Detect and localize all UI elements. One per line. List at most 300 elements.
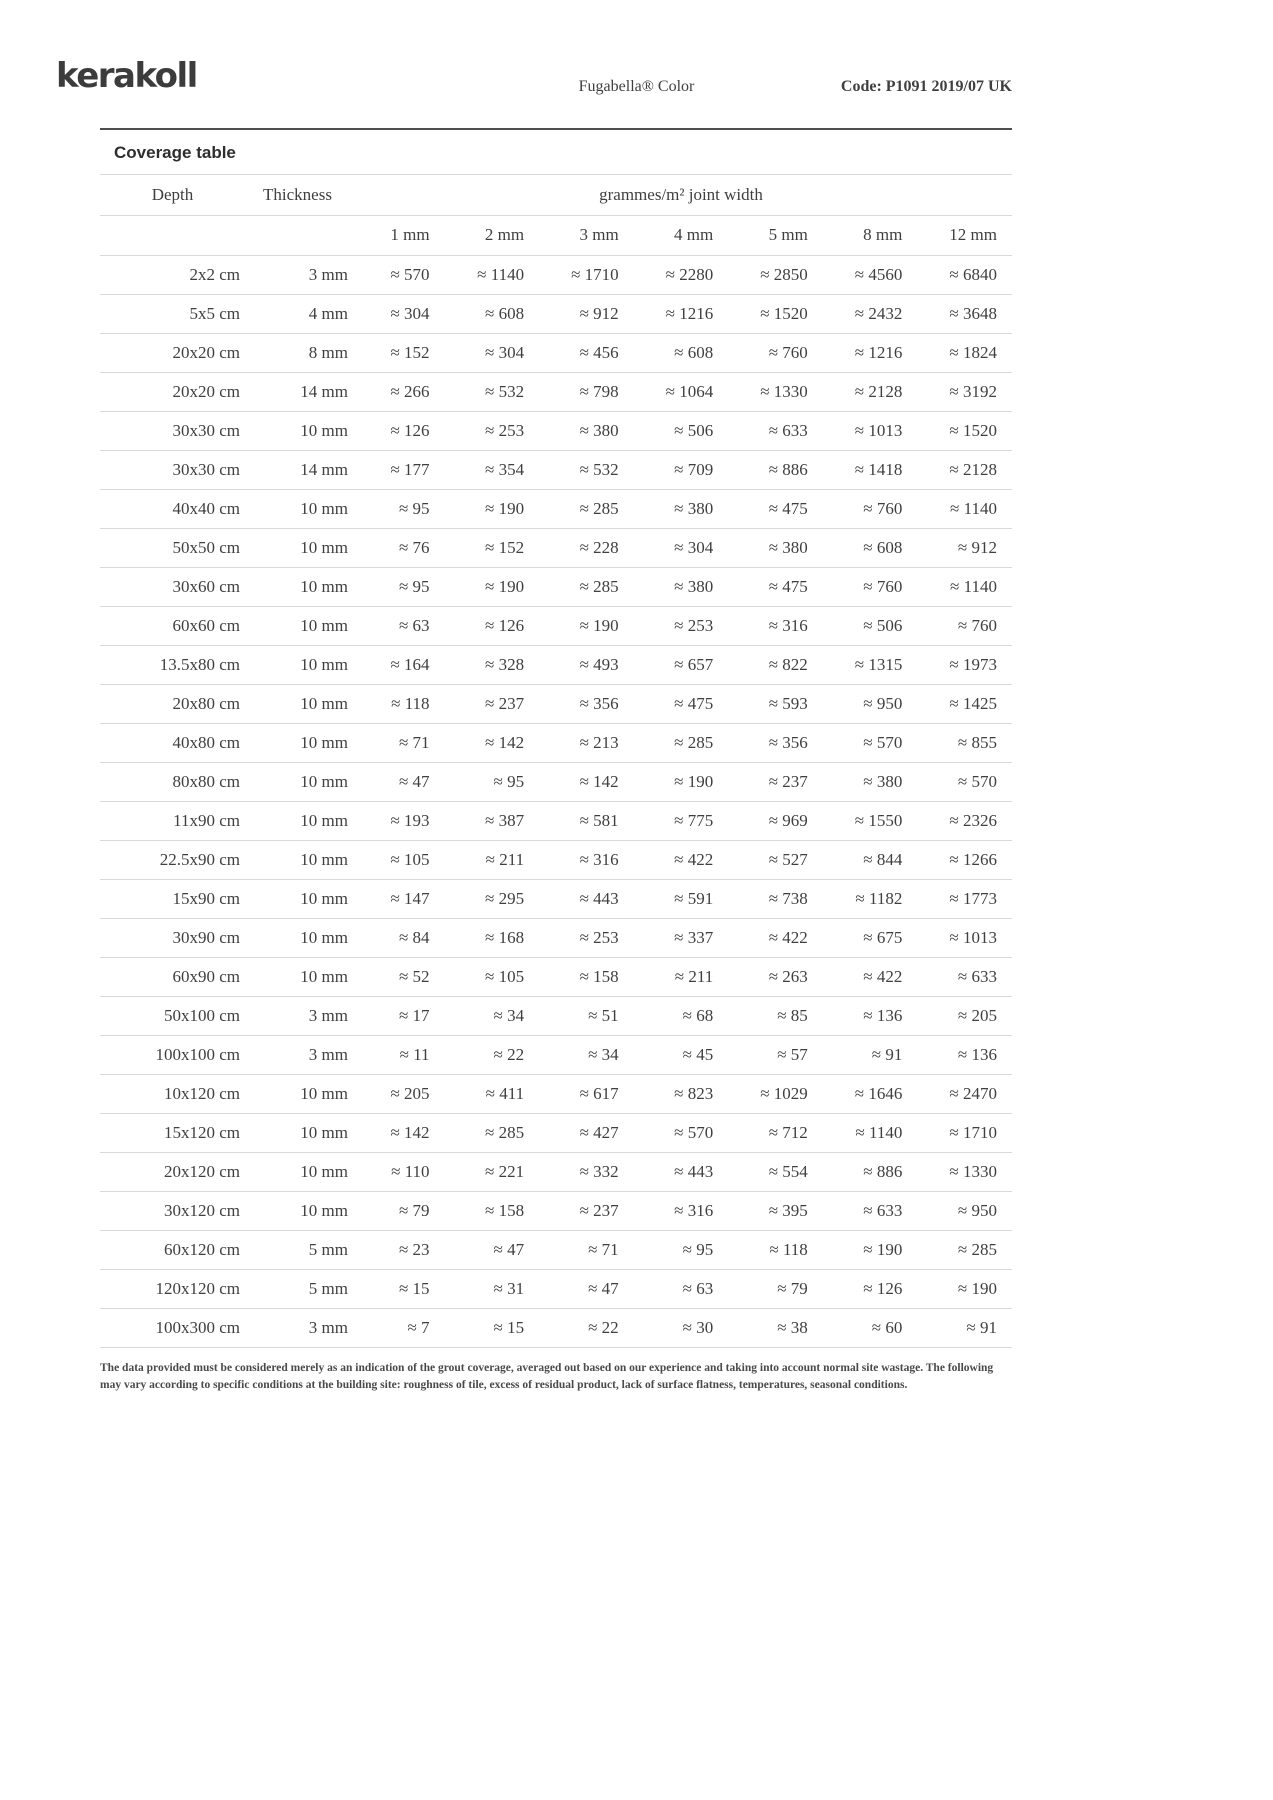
depth-cell: 22.5x90 cm	[159, 849, 240, 869]
table-row	[100, 996, 1012, 1035]
coverage-value-cell: ≈ 190	[485, 498, 525, 518]
depth-cell: 120x120 cm	[155, 1278, 240, 1298]
coverage-value-cell: ≈ 475	[768, 576, 808, 596]
coverage-value-cell: ≈ 15	[398, 1278, 430, 1298]
joint-width-header-12mm: 12 mm	[949, 225, 997, 244]
coverage-value-cell: ≈ 1266	[949, 849, 997, 869]
coverage-value-cell: ≈ 253	[485, 420, 525, 440]
coverage-value-cell: ≈ 1315	[854, 654, 903, 674]
thickness-cell: 14 mm	[300, 459, 348, 479]
empty-header-cell	[100, 215, 245, 255]
coverage-value-cell: ≈ 950	[863, 693, 903, 713]
coverage-value-cell: ≈ 142	[485, 732, 525, 752]
coverage-value-cell: ≈ 475	[674, 693, 714, 713]
coverage-value-cell: ≈ 4560	[854, 264, 903, 284]
depth-cell: 10x120 cm	[163, 1083, 240, 1103]
coverage-value-cell: ≈ 657	[674, 654, 714, 674]
thickness-cell: 5 mm	[308, 1239, 348, 1259]
coverage-value-cell: ≈ 118	[769, 1239, 808, 1259]
coverage-value-cell: ≈ 1182	[855, 888, 903, 908]
coverage-value-cell: ≈ 285	[579, 576, 619, 596]
coverage-value-cell: ≈ 506	[674, 420, 714, 440]
joint-width-header-1mm: 1 mm	[390, 225, 430, 244]
coverage-value-cell: ≈ 3648	[949, 303, 997, 323]
coverage-value-cell: ≈ 142	[390, 1122, 430, 1142]
coverage-value-cell: ≈ 34	[588, 1044, 619, 1064]
thickness-cell: 10 mm	[300, 732, 348, 752]
coverage-value-cell: ≈ 47	[398, 771, 430, 791]
coverage-value-cell: ≈ 31	[493, 1278, 525, 1298]
thickness-cell: 10 mm	[300, 693, 348, 713]
thickness-cell: 10 mm	[300, 1200, 348, 1220]
coverage-value-cell: ≈ 285	[957, 1239, 997, 1259]
coverage-value-cell: ≈ 205	[957, 1005, 997, 1025]
coverage-value-cell: ≈ 380	[863, 771, 903, 791]
table-row	[100, 684, 1012, 723]
coverage-value-cell: ≈ 168	[485, 927, 525, 947]
coverage-value-cell: ≈ 190	[957, 1278, 997, 1298]
coverage-value-cell: ≈ 422	[863, 966, 903, 986]
coverage-value-cell: ≈ 237	[485, 693, 525, 713]
coverage-value-cell: ≈ 1013	[854, 420, 903, 440]
depth-cell: 2x2 cm	[189, 264, 240, 284]
coverage-value-cell: ≈ 532	[579, 459, 619, 479]
coverage-value-cell: ≈ 1216	[854, 342, 903, 362]
coverage-value-cell: ≈ 17	[398, 1005, 430, 1025]
thickness-cell: 10 mm	[300, 888, 348, 908]
thickness-cell: 10 mm	[300, 537, 348, 557]
table-row	[100, 528, 1012, 567]
coverage-value-cell: ≈ 387	[485, 810, 525, 830]
coverage-value-cell: ≈ 443	[674, 1161, 714, 1181]
depth-cell: 60x120 cm	[163, 1239, 240, 1259]
grammes-group-header: grammes/m² joint width	[599, 184, 763, 204]
coverage-value-cell: ≈ 1140	[855, 1122, 903, 1142]
table-row	[100, 1113, 1012, 1152]
coverage-value-cell: ≈ 2128	[949, 459, 997, 479]
coverage-value-cell: ≈ 22	[588, 1317, 619, 1337]
joint-width-header-2mm: 2 mm	[484, 225, 525, 244]
coverage-value-cell: ≈ 63	[682, 1278, 714, 1298]
coverage-value-cell: ≈ 105	[485, 966, 525, 986]
table-row	[100, 1152, 1012, 1191]
table-header-row-main	[100, 175, 1012, 215]
depth-cell: 30x90 cm	[172, 927, 240, 947]
coverage-value-cell: ≈ 30	[682, 1317, 714, 1337]
coverage-value-cell: ≈ 253	[579, 927, 619, 947]
coverage-value-cell: ≈ 912	[579, 303, 619, 323]
coverage-value-cell: ≈ 211	[485, 849, 525, 869]
coverage-value-cell: ≈ 1646	[854, 1083, 903, 1103]
coverage-value-cell: ≈ 304	[390, 303, 430, 323]
empty-header-cell	[245, 215, 350, 255]
coverage-value-cell: ≈ 34	[493, 1005, 525, 1025]
depth-cell: 15x120 cm	[163, 1122, 240, 1142]
thickness-cell: 10 mm	[300, 654, 348, 674]
thickness-cell: 10 mm	[300, 420, 348, 440]
coverage-value-cell: ≈ 675	[863, 927, 903, 947]
table-row	[100, 801, 1012, 840]
coverage-value-cell: ≈ 570	[957, 771, 997, 791]
coverage-value-cell: ≈ 110	[391, 1161, 430, 1181]
table-row	[100, 762, 1012, 801]
coverage-value-cell: ≈ 822	[768, 654, 808, 674]
coverage-value-cell: ≈ 142	[579, 771, 619, 791]
coverage-section	[100, 128, 1012, 1395]
coverage-value-cell: ≈ 570	[863, 732, 903, 752]
coverage-value-cell: ≈ 443	[579, 888, 619, 908]
coverage-value-cell: ≈ 1425	[949, 693, 997, 713]
coverage-value-cell: ≈ 855	[957, 732, 997, 752]
coverage-value-cell: ≈ 71	[588, 1239, 619, 1259]
coverage-value-cell: ≈ 7	[407, 1317, 430, 1337]
depth-cell: 100x300 cm	[155, 1317, 240, 1337]
coverage-value-cell: ≈ 1140	[950, 498, 997, 518]
thickness-cell: 10 mm	[300, 1083, 348, 1103]
coverage-value-cell: ≈ 775	[674, 810, 714, 830]
thickness-cell: 5 mm	[308, 1278, 348, 1298]
coverage-value-cell: ≈ 395	[768, 1200, 808, 1220]
depth-column-header: Depth	[151, 184, 194, 204]
coverage-value-cell: ≈ 71	[398, 732, 430, 752]
coverage-value-cell: ≈ 844	[863, 849, 903, 869]
depth-cell: 60x90 cm	[172, 966, 240, 986]
coverage-value-cell: ≈ 190	[579, 615, 619, 635]
document-code: Code: P1091 2019/07 UK	[840, 78, 1012, 95]
thickness-cell: 10 mm	[300, 966, 348, 986]
joint-width-header-3mm: 3 mm	[579, 225, 619, 244]
coverage-value-cell: ≈ 211	[674, 966, 714, 986]
coverage-value-cell: ≈ 79	[777, 1278, 808, 1298]
coverage-value-cell: ≈ 380	[768, 537, 808, 557]
coverage-value-cell: ≈ 608	[674, 342, 714, 362]
coverage-value-cell: ≈ 6840	[949, 264, 997, 284]
coverage-value-cell: ≈ 709	[674, 459, 714, 479]
coverage-value-cell: ≈ 164	[390, 654, 430, 674]
depth-cell: 30x60 cm	[172, 576, 240, 596]
coverage-value-cell: ≈ 912	[957, 537, 997, 557]
table-row	[100, 606, 1012, 645]
thickness-cell: 3 mm	[308, 1005, 348, 1025]
coverage-value-cell: ≈ 152	[390, 342, 430, 362]
depth-cell: 100x100 cm	[155, 1044, 240, 1064]
coverage-value-cell: ≈ 177	[390, 459, 430, 479]
coverage-value-cell: ≈ 1418	[854, 459, 903, 479]
thickness-cell: 3 mm	[308, 1044, 348, 1064]
depth-cell: 13.5x80 cm	[159, 654, 240, 674]
coverage-value-cell: ≈ 285	[674, 732, 714, 752]
coverage-value-cell: ≈ 760	[863, 498, 903, 518]
footnote-text: The data provided must be considered merely as an indication of the grout coverage, averaged out based on our experience and taking into account normal site wastage. The following may vary according to specific conditions at the building site: roughness of tile, excess of residual product, lack of surface flatness, temperatures, seasonal conditions.	[100, 1361, 994, 1392]
coverage-value-cell: ≈ 118	[391, 693, 430, 713]
table-row	[100, 957, 1012, 996]
coverage-value-cell: ≈ 190	[863, 1239, 903, 1259]
depth-cell: 20x20 cm	[172, 381, 240, 401]
coverage-value-cell: ≈ 152	[485, 537, 525, 557]
depth-cell: 30x30 cm	[172, 420, 240, 440]
coverage-value-cell: ≈ 38	[777, 1317, 808, 1337]
coverage-value-cell: ≈ 1330	[760, 381, 808, 401]
table-row	[100, 489, 1012, 528]
coverage-value-cell: ≈ 506	[863, 615, 903, 635]
coverage-value-cell: ≈ 570	[390, 264, 430, 284]
kerakoll-logo: kerakoll	[56, 56, 197, 96]
coverage-value-cell: ≈ 2280	[665, 264, 714, 284]
depth-cell: 5x5 cm	[189, 303, 240, 323]
coverage-value-cell: ≈ 554	[768, 1161, 808, 1181]
depth-cell: 50x100 cm	[163, 1005, 240, 1025]
coverage-value-cell: ≈ 84	[398, 927, 430, 947]
coverage-value-cell: ≈ 1550	[854, 810, 903, 830]
coverage-value-cell: ≈ 23	[398, 1239, 430, 1259]
coverage-value-cell: ≈ 126	[485, 615, 525, 635]
coverage-value-cell: ≈ 422	[674, 849, 714, 869]
thickness-cell: 10 mm	[300, 927, 348, 947]
depth-cell: 50x50 cm	[172, 537, 240, 557]
coverage-value-cell: ≈ 427	[579, 1122, 619, 1142]
coverage-value-cell: ≈ 760	[863, 576, 903, 596]
coverage-value-cell: ≈ 237	[579, 1200, 619, 1220]
thickness-cell: 14 mm	[300, 381, 348, 401]
joint-width-header-8mm: 8 mm	[863, 225, 903, 244]
coverage-value-cell: ≈ 608	[485, 303, 525, 323]
coverage-value-cell: ≈ 316	[768, 615, 808, 635]
thickness-cell: 10 mm	[300, 771, 348, 791]
coverage-value-cell: ≈ 1773	[949, 888, 997, 908]
coverage-value-cell: ≈ 608	[863, 537, 903, 557]
coverage-value-cell: ≈ 633	[957, 966, 997, 986]
table-row	[100, 411, 1012, 450]
table-row	[100, 723, 1012, 762]
table-row	[100, 645, 1012, 684]
coverage-value-cell: ≈ 52	[398, 966, 430, 986]
coverage-value-cell: ≈ 532	[485, 381, 525, 401]
coverage-value-cell: ≈ 57	[777, 1044, 808, 1064]
coverage-value-cell: ≈ 1520	[760, 303, 808, 323]
table-row	[100, 1308, 1012, 1347]
coverage-value-cell: ≈ 237	[768, 771, 808, 791]
coverage-value-cell: ≈ 295	[485, 888, 525, 908]
coverage-value-cell: ≈ 68	[682, 1005, 714, 1025]
coverage-value-cell: ≈ 158	[579, 966, 619, 986]
coverage-value-cell: ≈ 1520	[949, 420, 997, 440]
thickness-cell: 10 mm	[300, 615, 348, 635]
coverage-value-cell: ≈ 79	[398, 1200, 430, 1220]
table-row	[100, 450, 1012, 489]
coverage-value-cell: ≈ 316	[674, 1200, 714, 1220]
coverage-value-cell: ≈ 63	[398, 615, 430, 635]
coverage-value-cell: ≈ 591	[674, 888, 714, 908]
coverage-value-cell: ≈ 47	[493, 1239, 525, 1259]
coverage-value-cell: ≈ 1029	[760, 1083, 808, 1103]
coverage-value-cell: ≈ 760	[957, 615, 997, 635]
coverage-value-cell: ≈ 411	[485, 1083, 525, 1103]
coverage-value-cell: ≈ 886	[768, 459, 808, 479]
coverage-value-cell: ≈ 15	[493, 1317, 525, 1337]
coverage-value-cell: ≈ 356	[579, 693, 619, 713]
coverage-value-cell: ≈ 456	[579, 342, 619, 362]
coverage-value-cell: ≈ 51	[588, 1005, 619, 1025]
coverage-value-cell: ≈ 380	[579, 420, 619, 440]
coverage-table	[100, 175, 1012, 1348]
coverage-value-cell: ≈ 213	[579, 732, 619, 752]
table-row	[100, 372, 1012, 411]
coverage-value-cell: ≈ 158	[485, 1200, 525, 1220]
coverage-value-cell: ≈ 2128	[854, 381, 903, 401]
table-row	[100, 1191, 1012, 1230]
depth-cell: 40x40 cm	[172, 498, 240, 518]
coverage-value-cell: ≈ 136	[957, 1044, 997, 1064]
coverage-value-cell: ≈ 581	[579, 810, 619, 830]
table-row	[100, 840, 1012, 879]
coverage-value-cell: ≈ 285	[579, 498, 619, 518]
coverage-value-cell: ≈ 147	[390, 888, 430, 908]
coverage-value-cell: ≈ 91	[871, 1044, 903, 1064]
coverage-value-cell: ≈ 263	[768, 966, 808, 986]
coverage-value-cell: ≈ 633	[768, 420, 808, 440]
table-row	[100, 1035, 1012, 1074]
depth-cell: 11x90 cm	[173, 810, 240, 830]
coverage-value-cell: ≈ 1064	[665, 381, 714, 401]
table-row	[100, 1074, 1012, 1113]
table-row	[100, 567, 1012, 606]
coverage-value-cell: ≈ 2850	[760, 264, 808, 284]
coverage-value-cell: ≈ 3192	[949, 381, 997, 401]
coverage-value-cell: ≈ 356	[768, 732, 808, 752]
table-row	[100, 294, 1012, 333]
coverage-value-cell: ≈ 886	[863, 1161, 903, 1181]
depth-cell: 80x80 cm	[172, 771, 240, 791]
depth-cell: 40x80 cm	[172, 732, 240, 752]
coverage-value-cell: ≈ 304	[485, 342, 525, 362]
thickness-cell: 10 mm	[300, 498, 348, 518]
coverage-value-cell: ≈ 1973	[949, 654, 997, 674]
coverage-value-cell: ≈ 304	[674, 537, 714, 557]
coverage-value-cell: ≈ 969	[768, 810, 808, 830]
coverage-value-cell: ≈ 1216	[665, 303, 714, 323]
coverage-value-cell: ≈ 136	[863, 1005, 903, 1025]
coverage-value-cell: ≈ 328	[485, 654, 525, 674]
coverage-value-cell: ≈ 712	[768, 1122, 808, 1142]
table-row	[100, 879, 1012, 918]
table-row	[100, 918, 1012, 957]
coverage-value-cell: ≈ 205	[390, 1083, 430, 1103]
depth-cell: 20x120 cm	[163, 1161, 240, 1181]
table-row	[100, 255, 1012, 294]
coverage-value-cell: ≈ 22	[493, 1044, 525, 1064]
depth-cell: 20x80 cm	[172, 693, 240, 713]
depth-cell: 30x120 cm	[163, 1200, 240, 1220]
coverage-value-cell: ≈ 60	[871, 1317, 903, 1337]
thickness-cell: 8 mm	[308, 342, 348, 362]
thickness-cell: 10 mm	[300, 576, 348, 596]
table-header-row-widths	[100, 215, 1012, 255]
coverage-value-cell: ≈ 193	[390, 810, 430, 830]
joint-width-header-4mm: 4 mm	[674, 225, 714, 244]
coverage-value-cell: ≈ 95	[493, 771, 525, 791]
coverage-value-cell: ≈ 617	[579, 1083, 619, 1103]
depth-cell: 15x90 cm	[172, 888, 240, 908]
coverage-value-cell: ≈ 2470	[949, 1083, 997, 1103]
coverage-value-cell: ≈ 47	[588, 1278, 619, 1298]
joint-width-header-5mm: 5 mm	[768, 225, 808, 244]
coverage-value-cell: ≈ 228	[579, 537, 619, 557]
thickness-cell: 10 mm	[300, 1122, 348, 1142]
thickness-cell: 3 mm	[308, 1317, 348, 1337]
coverage-value-cell: ≈ 76	[398, 537, 430, 557]
coverage-value-cell: ≈ 1710	[949, 1122, 997, 1142]
coverage-value-cell: ≈ 95	[398, 498, 430, 518]
coverage-value-cell: ≈ 380	[674, 498, 714, 518]
coverage-value-cell: ≈ 2432	[854, 303, 903, 323]
coverage-value-cell: ≈ 1140	[477, 264, 525, 284]
coverage-value-cell: ≈ 1710	[571, 264, 619, 284]
coverage-value-cell: ≈ 190	[674, 771, 714, 791]
coverage-value-cell: ≈ 126	[863, 1278, 903, 1298]
coverage-value-cell: ≈ 91	[966, 1317, 997, 1337]
coverage-value-cell: ≈ 738	[768, 888, 808, 908]
coverage-value-cell: ≈ 527	[768, 849, 808, 869]
coverage-value-cell: ≈ 95	[682, 1239, 714, 1259]
coverage-value-cell: ≈ 285	[485, 1122, 525, 1142]
product-name: Fugabella® Color	[578, 78, 695, 95]
coverage-value-cell: ≈ 95	[398, 576, 430, 596]
thickness-cell: 10 mm	[300, 849, 348, 869]
thickness-cell: 3 mm	[308, 264, 348, 284]
coverage-value-cell: ≈ 1824	[949, 342, 997, 362]
coverage-value-cell: ≈ 316	[579, 849, 619, 869]
coverage-value-cell: ≈ 1140	[950, 576, 997, 596]
coverage-value-cell: ≈ 475	[768, 498, 808, 518]
thickness-cell: 10 mm	[300, 1161, 348, 1181]
coverage-value-cell: ≈ 823	[674, 1083, 714, 1103]
table-row	[100, 1269, 1012, 1308]
thickness-column-header: Thickness	[263, 184, 332, 204]
coverage-value-cell: ≈ 570	[674, 1122, 714, 1142]
coverage-value-cell: ≈ 422	[768, 927, 808, 947]
coverage-value-cell: ≈ 493	[579, 654, 619, 674]
coverage-value-cell: ≈ 105	[390, 849, 430, 869]
coverage-value-cell: ≈ 45	[682, 1044, 714, 1064]
coverage-value-cell: ≈ 760	[768, 342, 808, 362]
thickness-cell: 10 mm	[300, 810, 348, 830]
coverage-value-cell: ≈ 266	[390, 381, 430, 401]
coverage-value-cell: ≈ 593	[768, 693, 808, 713]
coverage-value-cell: ≈ 337	[674, 927, 714, 947]
coverage-value-cell: ≈ 1013	[949, 927, 997, 947]
coverage-value-cell: ≈ 126	[390, 420, 430, 440]
depth-cell: 20x20 cm	[172, 342, 240, 362]
coverage-value-cell: ≈ 190	[485, 576, 525, 596]
thickness-cell: 4 mm	[308, 303, 348, 323]
depth-cell: 60x60 cm	[172, 615, 240, 635]
table-row	[100, 333, 1012, 372]
coverage-value-cell: ≈ 253	[674, 615, 714, 635]
coverage-value-cell: ≈ 950	[957, 1200, 997, 1220]
coverage-value-cell: ≈ 221	[485, 1161, 525, 1181]
coverage-table-body	[100, 255, 1012, 1347]
coverage-value-cell: ≈ 332	[579, 1161, 619, 1181]
coverage-value-cell: ≈ 633	[863, 1200, 903, 1220]
table-row	[100, 1230, 1012, 1269]
coverage-value-cell: ≈ 354	[485, 459, 525, 479]
coverage-value-cell: ≈ 380	[674, 576, 714, 596]
coverage-value-cell: ≈ 798	[579, 381, 619, 401]
coverage-value-cell: ≈ 1330	[949, 1161, 997, 1181]
coverage-value-cell: ≈ 2326	[949, 810, 997, 830]
coverage-value-cell: ≈ 85	[777, 1005, 808, 1025]
table-title: Coverage table	[100, 128, 1012, 175]
